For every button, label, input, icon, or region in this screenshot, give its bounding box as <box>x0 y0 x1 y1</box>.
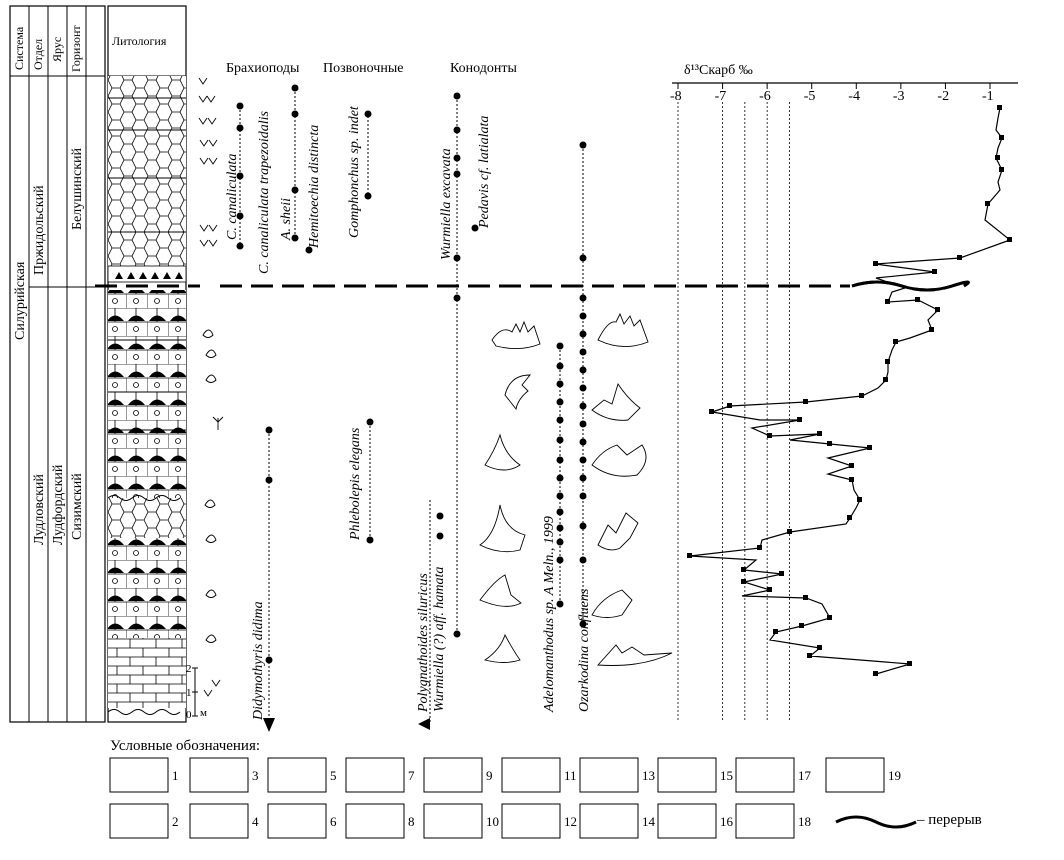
taxon-con-1: Wurmiella excavata <box>439 148 454 260</box>
taxon-brach-4: Hemitoechia distincta <box>307 124 322 248</box>
legend-number: 17 <box>798 768 811 783</box>
isotope-tick-label: -7 <box>714 89 727 104</box>
legend-box <box>658 804 716 838</box>
legend-break-symbol <box>836 817 916 827</box>
isotope-tick-label: -3 <box>892 89 905 104</box>
taxon-brach-1: C. canaliculata <box>225 153 240 240</box>
legend-number: 19 <box>888 768 901 783</box>
legend-number: 6 <box>330 814 337 829</box>
legend-number: 13 <box>642 768 655 783</box>
legend-number: 15 <box>720 768 733 783</box>
strat-columns <box>10 6 105 722</box>
legend-box <box>658 758 716 792</box>
unit-horizon-lower: Сизимский <box>70 473 85 540</box>
legend-box <box>580 804 638 838</box>
legend-boxes <box>110 758 916 838</box>
legend-box <box>190 804 248 838</box>
isotope-tick-label: -8 <box>670 89 682 104</box>
legend-number: 7 <box>408 768 415 783</box>
isotope-tick-label: -5 <box>803 89 816 104</box>
header-series: Отдел <box>31 38 45 70</box>
header-system: Система <box>12 26 26 70</box>
legend-box <box>268 758 326 792</box>
legend-box <box>268 804 326 838</box>
legend-break-label: – перерыв <box>917 812 982 828</box>
unit-system: Силурийская <box>13 261 28 340</box>
scale-tick-1: 1 <box>186 687 192 699</box>
scale-unit: м <box>200 707 207 719</box>
legend-box <box>826 758 884 792</box>
isotope-title: δ¹³Cкарб ‰ <box>684 63 753 78</box>
legend-number: 1 <box>172 768 179 783</box>
legend-number: 10 <box>486 814 499 829</box>
fossil-symbols <box>199 78 223 696</box>
taxon-brach-2: C. canaliculata trapezoidalis <box>257 111 272 274</box>
isotope-ref-lines <box>678 102 789 722</box>
taxon-con-6: Ozarkodina confluens <box>577 588 592 712</box>
taxon-con-4: Wurmiella (?) aff. hamata <box>432 566 447 712</box>
legend-box <box>190 758 248 792</box>
legend-box <box>110 804 168 838</box>
taxon-con-2: Pedavis cf. latialata <box>477 115 492 228</box>
isotope-tick-label: -4 <box>848 89 860 104</box>
legend-box <box>110 758 168 792</box>
conodont-sketches <box>480 314 672 666</box>
isotope-tick-label: -6 <box>759 89 771 104</box>
legend-box <box>424 804 482 838</box>
legend-number: 11 <box>564 768 577 783</box>
range-lines <box>240 88 583 720</box>
legend-box <box>736 758 794 792</box>
unit-stage-lower: Лудфордский <box>51 464 66 545</box>
legend-number: 3 <box>252 768 259 783</box>
scale-bar <box>192 668 198 716</box>
lithology-header: Литология <box>112 34 167 48</box>
unconformity-wave <box>852 282 968 290</box>
unit-series-lower: Лудловский <box>32 474 47 545</box>
scale-tick-2: 2 <box>186 663 192 675</box>
legend-number: 12 <box>564 814 577 829</box>
unconformity-line <box>95 282 968 290</box>
header-stage: Ярус <box>50 36 64 62</box>
range-arrow-polygnathoides <box>418 718 430 730</box>
legend-number: 8 <box>408 814 415 829</box>
legend-box <box>346 804 404 838</box>
unit-horizon-upper: Белушинский <box>70 147 85 230</box>
range-points <box>237 85 587 664</box>
scale-tick-0: 0 <box>186 709 192 721</box>
header-horizon: Горизонт <box>69 25 83 72</box>
isotope-curve <box>690 108 1010 674</box>
legend-title: Условные обозначения: <box>110 738 261 754</box>
isotope-tick-label: -2 <box>937 89 950 104</box>
lithology-column <box>108 6 186 722</box>
taxon-vert-2: Phlebolepis elegans <box>348 427 363 540</box>
group-vertebrates: Позвоночные <box>323 61 404 76</box>
group-brachiopods: Брахиоподы <box>226 61 300 76</box>
legend-number: 2 <box>172 814 179 829</box>
legend-number: 4 <box>252 814 259 829</box>
group-conodonts: Конодонты <box>450 61 517 76</box>
isotope-points <box>687 105 1012 676</box>
unit-series-upper: Пржидольский <box>32 185 47 275</box>
taxon-con-3: Polygnathoides siluricus <box>416 573 431 712</box>
legend-box <box>502 758 560 792</box>
legend-number: 5 <box>330 768 337 783</box>
legend-number: 9 <box>486 768 493 783</box>
legend-box <box>346 758 404 792</box>
legend-box <box>502 804 560 838</box>
legend-number: 18 <box>798 814 811 829</box>
legend-box <box>580 758 638 792</box>
legend-box <box>424 758 482 792</box>
legend-number: 16 <box>720 814 733 829</box>
isotope-tick-label: -1 <box>982 89 994 104</box>
isotope-ticks <box>670 83 994 104</box>
taxon-brach-5: Didymothyris didima <box>251 601 266 720</box>
taxon-brach-3: A. sheii <box>279 198 294 240</box>
taxon-con-5: Adelomanthodus sp. A Meln., 1999 <box>542 516 557 712</box>
legend-box <box>736 804 794 838</box>
legend-number: 14 <box>642 814 655 829</box>
taxon-vert-1: Gomphonchus sp. indet <box>347 106 362 238</box>
